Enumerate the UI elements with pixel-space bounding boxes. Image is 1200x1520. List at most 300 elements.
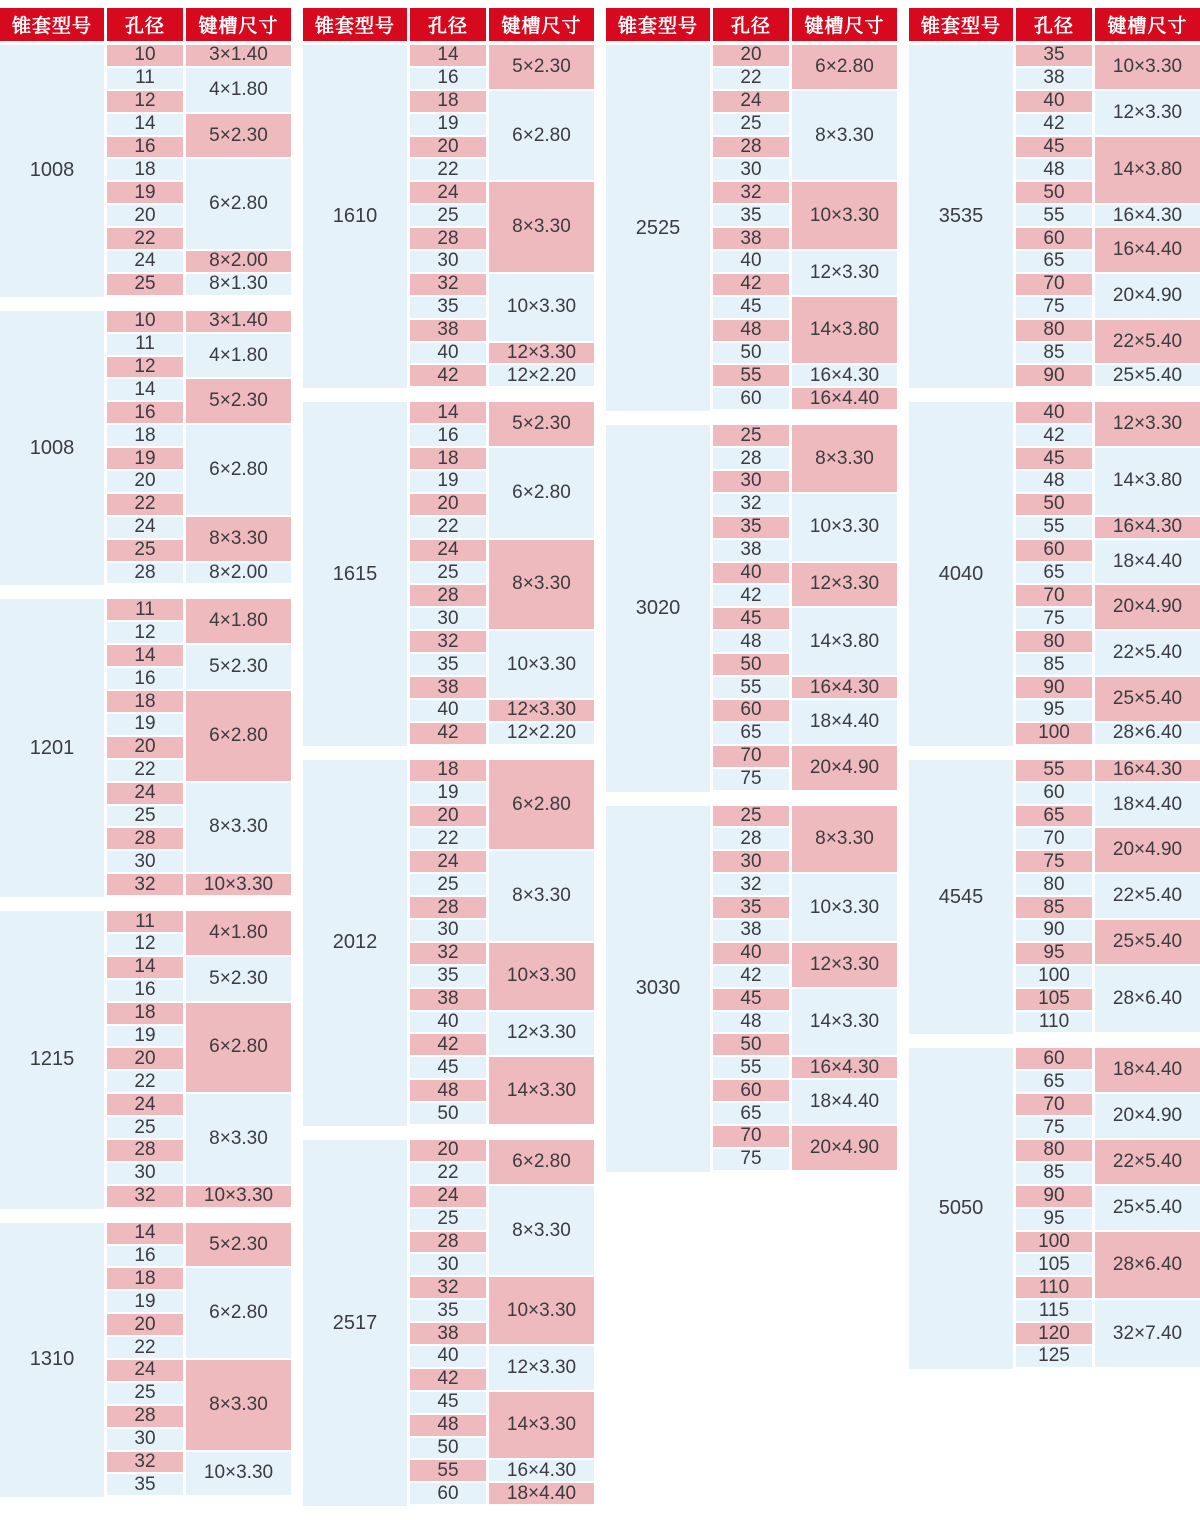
bore-cell: 30 — [410, 608, 486, 631]
bore-cell: 16 — [107, 137, 183, 160]
keyway-cell: 25×5.40 — [1095, 1186, 1200, 1232]
bore-cell: 20 — [410, 806, 486, 829]
model-cell: 1201 — [0, 599, 104, 897]
header-bore-label: 孔径 — [410, 8, 486, 41]
keyway-cell: 16×4.30 — [792, 1057, 897, 1080]
bore-cell: 48 — [713, 631, 789, 654]
keyway-cell: 16×4.30 — [489, 1460, 594, 1483]
bore-cell: 19 — [107, 1026, 183, 1049]
bore-cell: 70 — [713, 746, 789, 769]
bore-cell: 70 — [713, 1126, 789, 1149]
bore-cell: 38 — [713, 920, 789, 943]
keyway-cell: 22×5.40 — [1095, 631, 1200, 677]
keyway-cell: 20×4.90 — [1095, 585, 1200, 631]
bore-cell: 65 — [713, 1103, 789, 1126]
bore-cell: 55 — [713, 365, 789, 388]
keyway-cell: 28×6.40 — [1095, 723, 1200, 746]
keyway-cell: 14×3.30 — [489, 1392, 594, 1461]
bore-cell: 24 — [713, 91, 789, 114]
model-section-1310 — [0, 1223, 291, 1498]
bore-cell: 100 — [1016, 723, 1092, 746]
bore-cell: 65 — [1016, 251, 1092, 274]
bore-cell: 32 — [410, 274, 486, 297]
bore-cell: 105 — [1016, 989, 1092, 1012]
bore-cell: 18 — [410, 760, 486, 783]
bore-cell: 25 — [713, 114, 789, 137]
bore-cell: 19 — [410, 783, 486, 806]
bore-cell: 25 — [410, 563, 486, 586]
keyway-cell: 18×4.40 — [792, 700, 897, 746]
keyway-cell: 28×6.40 — [1095, 1232, 1200, 1301]
bore-cell: 85 — [1016, 343, 1092, 366]
bore-cell: 28 — [410, 228, 486, 251]
keyway-cell: 12×3.30 — [489, 343, 594, 366]
bore-cell: 45 — [713, 608, 789, 631]
keyway-cell: 10×3.30 — [489, 631, 594, 700]
bore-cell: 60 — [1016, 783, 1092, 806]
bore-cell: 50 — [410, 1438, 486, 1461]
bore-cell: 24 — [107, 1360, 183, 1383]
keyway-cell: 8×3.30 — [186, 1094, 291, 1186]
bore-cell: 90 — [1016, 920, 1092, 943]
bore-cell: 50 — [713, 343, 789, 366]
model-cell: 3535 — [909, 45, 1013, 388]
bore-cell: 20 — [107, 737, 183, 760]
model-cell: 3020 — [606, 425, 710, 791]
model-cell: 1008 — [0, 45, 104, 297]
keyway-cell: 5×2.30 — [489, 402, 594, 448]
bore-cell: 32 — [410, 631, 486, 654]
bore-cell: 20 — [410, 1140, 486, 1163]
keyway-cell: 8×2.00 — [186, 563, 291, 586]
bore-cell: 50 — [1016, 494, 1092, 517]
keyway-cell: 6×2.80 — [489, 448, 594, 540]
keyway-cell: 5×2.30 — [186, 1223, 291, 1269]
bore-cell: 40 — [410, 700, 486, 723]
bore-cell: 24 — [107, 1094, 183, 1117]
bore-cell: 24 — [107, 517, 183, 540]
bore-cell: 55 — [713, 1057, 789, 1080]
bore-cell: 25 — [410, 1209, 486, 1232]
bore-cell: 38 — [713, 540, 789, 563]
bore-cell: 14 — [107, 379, 183, 402]
model-section-5050 — [909, 1048, 1200, 1368]
bore-cell: 25 — [713, 425, 789, 448]
keyway-cell: 16×4.30 — [1095, 517, 1200, 540]
header-model-label: 锥套型号 — [909, 8, 1013, 41]
keyway-cell: 20×4.90 — [792, 1126, 897, 1172]
bore-cell: 42 — [1016, 114, 1092, 137]
keyway-cell: 14×3.80 — [792, 297, 897, 366]
bore-cell: 19 — [107, 448, 183, 471]
header-keyway-label: 键槽尺寸 — [489, 8, 594, 41]
keyway-cell: 14×3.80 — [792, 608, 897, 677]
header-bore-label: 孔径 — [1016, 8, 1092, 41]
bore-cell: 18 — [107, 425, 183, 448]
bore-cell: 38 — [1016, 68, 1092, 91]
keyway-cell: 14×3.30 — [489, 1057, 594, 1126]
bore-cell: 32 — [107, 1452, 183, 1475]
keyway-cell: 18×4.40 — [1095, 540, 1200, 586]
bore-cell: 48 — [1016, 471, 1092, 494]
bore-cell: 80 — [1016, 1140, 1092, 1163]
keyway-cell: 8×3.30 — [186, 1360, 291, 1452]
bore-cell: 40 — [713, 943, 789, 966]
bore-cell: 42 — [410, 365, 486, 388]
bore-cell: 28 — [410, 897, 486, 920]
bore-cell: 125 — [1016, 1346, 1092, 1369]
bore-cell: 100 — [1016, 966, 1092, 989]
model-cell: 4040 — [909, 402, 1013, 745]
bore-cell: 80 — [1016, 631, 1092, 654]
keyway-cell: 6×2.80 — [489, 91, 594, 183]
bore-cell: 18 — [410, 91, 486, 114]
header-keyway-label: 键槽尺寸 — [186, 8, 291, 41]
keyway-cell: 25×5.40 — [1095, 365, 1200, 388]
model-cell: 4545 — [909, 760, 1013, 1035]
bore-cell: 38 — [713, 228, 789, 251]
table-column-4 — [909, 8, 1200, 1520]
bore-cell: 18 — [107, 1003, 183, 1026]
bore-cell: 30 — [410, 251, 486, 274]
keyway-cell: 20×4.90 — [792, 746, 897, 792]
bore-cell: 48 — [410, 1415, 486, 1438]
bore-cell: 55 — [1016, 205, 1092, 228]
bore-cell: 85 — [1016, 1163, 1092, 1186]
keyway-cell: 10×3.30 — [186, 874, 291, 897]
bore-cell: 60 — [1016, 1048, 1092, 1071]
bore-cell: 22 — [107, 228, 183, 251]
bore-cell: 28 — [107, 1140, 183, 1163]
bore-cell: 85 — [1016, 654, 1092, 677]
bore-cell: 25 — [107, 1383, 183, 1406]
keyway-cell: 6×2.80 — [186, 1003, 291, 1095]
keyway-cell: 14×3.30 — [792, 989, 897, 1058]
bore-cell: 40 — [410, 1346, 486, 1369]
model-cell: 1610 — [303, 45, 407, 388]
bore-cell: 11 — [107, 68, 183, 91]
sections-container — [303, 45, 594, 1506]
bore-cell: 65 — [1016, 806, 1092, 829]
bore-cell: 70 — [1016, 585, 1092, 608]
keyway-cell: 10×3.30 — [489, 274, 594, 343]
model-section-4545 — [909, 760, 1200, 1035]
bore-cell: 28 — [713, 828, 789, 851]
bore-cell: 10 — [107, 311, 183, 334]
bore-cell: 120 — [1016, 1323, 1092, 1346]
keyway-cell: 5×2.30 — [186, 957, 291, 1003]
keyway-cell: 8×3.30 — [186, 517, 291, 563]
bore-cell: 24 — [410, 851, 486, 874]
bore-cell: 60 — [1016, 540, 1092, 563]
bore-cell: 22 — [410, 159, 486, 182]
model-section-1215 — [0, 911, 291, 1209]
bore-cell: 22 — [410, 828, 486, 851]
model-section-1615 — [303, 402, 594, 745]
bore-cell: 50 — [713, 654, 789, 677]
keyway-cell: 16×4.40 — [792, 388, 897, 411]
bore-cell: 20 — [107, 205, 183, 228]
bore-cell: 22 — [410, 1163, 486, 1186]
bore-cell: 90 — [1016, 365, 1092, 388]
bore-cell: 42 — [1016, 425, 1092, 448]
bore-cell: 75 — [1016, 297, 1092, 320]
bore-cell: 16 — [410, 68, 486, 91]
bore-cell: 12 — [107, 934, 183, 957]
keyway-cell: 6×2.80 — [186, 159, 291, 251]
bore-cell: 42 — [713, 966, 789, 989]
bore-cell: 18 — [107, 691, 183, 714]
bore-cell: 10 — [107, 45, 183, 68]
model-section-2525 — [606, 45, 897, 411]
bore-cell: 19 — [107, 182, 183, 205]
bore-cell: 42 — [410, 1369, 486, 1392]
bore-cell: 65 — [713, 723, 789, 746]
bore-cell: 22 — [107, 1071, 183, 1094]
table-header — [303, 8, 594, 41]
bore-cell: 28 — [713, 137, 789, 160]
keyway-cell: 18×4.40 — [792, 1080, 897, 1126]
bore-cell: 16 — [107, 1246, 183, 1269]
keyway-cell: 12×3.30 — [1095, 402, 1200, 448]
keyway-cell: 10×3.30 — [792, 874, 897, 943]
bore-cell: 30 — [713, 851, 789, 874]
bore-cell: 110 — [1016, 1277, 1092, 1300]
bore-cell: 55 — [713, 677, 789, 700]
bore-cell: 40 — [713, 251, 789, 274]
keyway-cell: 3×1.40 — [186, 45, 291, 68]
model-cell: 1215 — [0, 911, 104, 1209]
model-cell: 1008 — [0, 311, 104, 586]
header-model-label: 锥套型号 — [303, 8, 407, 41]
keyway-cell: 5×2.30 — [186, 645, 291, 691]
bore-cell: 18 — [107, 159, 183, 182]
bore-cell: 25 — [713, 806, 789, 829]
bore-cell: 30 — [410, 920, 486, 943]
bore-cell: 48 — [1016, 159, 1092, 182]
keyway-cell: 12×3.30 — [489, 1012, 594, 1058]
keyway-cell: 6×2.80 — [186, 425, 291, 517]
table-column-1 — [0, 8, 291, 1520]
keyway-cell: 8×3.30 — [489, 540, 594, 632]
bore-cell: 20 — [410, 494, 486, 517]
header-keyway-label: 键槽尺寸 — [792, 8, 897, 41]
bore-cell: 42 — [713, 274, 789, 297]
keyway-cell: 12×3.30 — [792, 563, 897, 609]
bore-cell: 95 — [1016, 943, 1092, 966]
bore-cell: 60 — [713, 388, 789, 411]
keyway-cell: 12×2.20 — [489, 723, 594, 746]
bore-cell: 35 — [107, 1474, 183, 1497]
bore-cell: 55 — [1016, 517, 1092, 540]
table-header — [909, 8, 1200, 41]
bore-cell: 32 — [713, 182, 789, 205]
bore-cell: 25 — [410, 874, 486, 897]
bore-cell: 24 — [107, 783, 183, 806]
keyway-cell: 32×7.40 — [1095, 1300, 1200, 1369]
keyway-cell: 25×5.40 — [1095, 920, 1200, 966]
bore-cell: 30 — [107, 1429, 183, 1452]
keyway-cell: 8×3.30 — [186, 783, 291, 875]
bore-cell: 14 — [410, 402, 486, 425]
bore-cell: 45 — [713, 297, 789, 320]
model-section-1610 — [303, 45, 594, 388]
bore-cell: 50 — [1016, 182, 1092, 205]
bore-cell: 28 — [107, 1406, 183, 1429]
bore-cell: 35 — [1016, 45, 1092, 68]
bore-cell: 19 — [410, 114, 486, 137]
bore-cell: 32 — [713, 874, 789, 897]
keyway-cell: 22×5.40 — [1095, 320, 1200, 366]
model-section-4040 — [909, 402, 1200, 745]
bore-cell: 14 — [107, 1223, 183, 1246]
keyway-cell: 6×2.80 — [792, 45, 897, 91]
bore-cell: 85 — [1016, 897, 1092, 920]
bore-cell: 45 — [410, 1392, 486, 1415]
keyway-cell: 4×1.80 — [186, 68, 291, 114]
keyway-cell: 10×3.30 — [186, 1452, 291, 1498]
bore-cell: 12 — [107, 622, 183, 645]
bore-cell: 25 — [410, 205, 486, 228]
bore-cell: 95 — [1016, 700, 1092, 723]
bore-cell: 42 — [713, 585, 789, 608]
keyway-cell: 22×5.40 — [1095, 1140, 1200, 1186]
bore-cell: 75 — [1016, 1117, 1092, 1140]
keyway-cell: 6×2.80 — [489, 760, 594, 852]
bore-cell: 20 — [107, 1314, 183, 1337]
keyway-cell: 10×3.30 — [792, 494, 897, 563]
bore-cell: 11 — [107, 911, 183, 934]
bore-cell: 30 — [107, 851, 183, 874]
bore-cell: 70 — [1016, 1094, 1092, 1117]
bore-cell: 32 — [410, 1277, 486, 1300]
table-header — [0, 8, 291, 41]
bore-cell: 16 — [107, 980, 183, 1003]
bore-cell: 18 — [410, 448, 486, 471]
model-cell: 1615 — [303, 402, 407, 745]
bore-cell: 20 — [107, 1048, 183, 1071]
bore-cell: 28 — [107, 828, 183, 851]
sections-container — [909, 45, 1200, 1369]
bore-cell: 22 — [107, 760, 183, 783]
bore-cell: 35 — [410, 654, 486, 677]
bore-cell: 35 — [713, 897, 789, 920]
bore-cell: 50 — [713, 1034, 789, 1057]
bore-cell: 35 — [713, 205, 789, 228]
keyway-cell: 25×5.40 — [1095, 677, 1200, 723]
keyway-cell: 10×3.30 — [489, 1277, 594, 1346]
model-cell: 2525 — [606, 45, 710, 411]
sections-container — [0, 45, 291, 1497]
keyway-cell: 8×3.30 — [792, 91, 897, 183]
model-section-3030 — [606, 806, 897, 1172]
keyway-cell: 14×3.80 — [1095, 448, 1200, 517]
model-section-1008 — [0, 45, 291, 297]
bore-cell: 70 — [1016, 274, 1092, 297]
keyway-cell: 12×3.30 — [489, 1346, 594, 1392]
model-section-2012 — [303, 760, 594, 1126]
model-cell: 2012 — [303, 760, 407, 1126]
bore-cell: 48 — [713, 320, 789, 343]
sections-container — [606, 45, 897, 1172]
bore-cell: 75 — [713, 1149, 789, 1172]
keyway-cell: 5×2.30 — [186, 114, 291, 160]
bore-cell: 24 — [410, 1186, 486, 1209]
bore-cell: 90 — [1016, 677, 1092, 700]
bore-cell: 20 — [410, 137, 486, 160]
header-bore-label: 孔径 — [107, 8, 183, 41]
bore-cell: 45 — [1016, 448, 1092, 471]
keyway-cell: 10×3.30 — [792, 182, 897, 251]
bore-cell: 95 — [1016, 1209, 1092, 1232]
keyway-cell: 10×3.30 — [1095, 45, 1200, 91]
bore-cell: 32 — [107, 874, 183, 897]
bore-cell: 115 — [1016, 1300, 1092, 1323]
keyway-cell: 12×3.30 — [792, 251, 897, 297]
keyway-cell: 8×3.30 — [489, 851, 594, 943]
bore-cell: 30 — [410, 1254, 486, 1277]
bore-cell: 60 — [410, 1483, 486, 1506]
header-model-label: 锥套型号 — [606, 8, 710, 41]
keyway-cell: 18×4.40 — [1095, 783, 1200, 829]
bore-cell: 16 — [107, 402, 183, 425]
keyway-cell: 20×4.90 — [1095, 274, 1200, 320]
bore-cell: 30 — [713, 159, 789, 182]
bore-cell: 38 — [410, 989, 486, 1012]
bore-cell: 110 — [1016, 1012, 1092, 1035]
keyway-cell: 14×3.80 — [1095, 137, 1200, 206]
keyway-cell: 4×1.80 — [186, 911, 291, 957]
bore-cell: 60 — [1016, 228, 1092, 251]
bore-cell: 45 — [410, 1057, 486, 1080]
model-section-1201 — [0, 599, 291, 897]
bore-cell: 48 — [713, 1012, 789, 1035]
keyway-cell: 6×2.80 — [186, 1268, 291, 1360]
keyway-cell: 8×3.30 — [792, 425, 897, 494]
model-cell: 5050 — [909, 1048, 1013, 1368]
bore-cell: 28 — [713, 448, 789, 471]
model-cell: 1310 — [0, 1223, 104, 1498]
bore-cell: 32 — [107, 1186, 183, 1209]
table-column-2 — [303, 8, 594, 1520]
bore-cell: 22 — [107, 1337, 183, 1360]
bore-cell: 80 — [1016, 320, 1092, 343]
bore-cell: 40 — [713, 563, 789, 586]
bore-cell: 16 — [107, 668, 183, 691]
bore-cell: 28 — [410, 1232, 486, 1255]
keyway-cell: 16×4.30 — [1095, 205, 1200, 228]
model-section-3020 — [606, 425, 897, 791]
bore-cell: 40 — [410, 1012, 486, 1035]
keyway-cell: 12×3.30 — [489, 700, 594, 723]
bore-cell: 30 — [107, 1163, 183, 1186]
keyway-cell: 20×4.90 — [1095, 828, 1200, 874]
bore-cell: 40 — [410, 343, 486, 366]
bore-cell: 48 — [410, 1080, 486, 1103]
bore-cell: 80 — [1016, 874, 1092, 897]
bore-cell: 19 — [107, 714, 183, 737]
bore-cell: 45 — [713, 989, 789, 1012]
model-section-1008 — [0, 311, 291, 586]
bore-cell: 25 — [107, 540, 183, 563]
keyway-cell: 8×3.30 — [489, 182, 594, 274]
bore-cell: 32 — [410, 943, 486, 966]
keyway-cell: 5×2.30 — [186, 379, 291, 425]
bore-cell: 18 — [107, 1268, 183, 1291]
bore-cell: 11 — [107, 599, 183, 622]
bore-cell: 75 — [1016, 608, 1092, 631]
bore-cell: 75 — [713, 769, 789, 792]
